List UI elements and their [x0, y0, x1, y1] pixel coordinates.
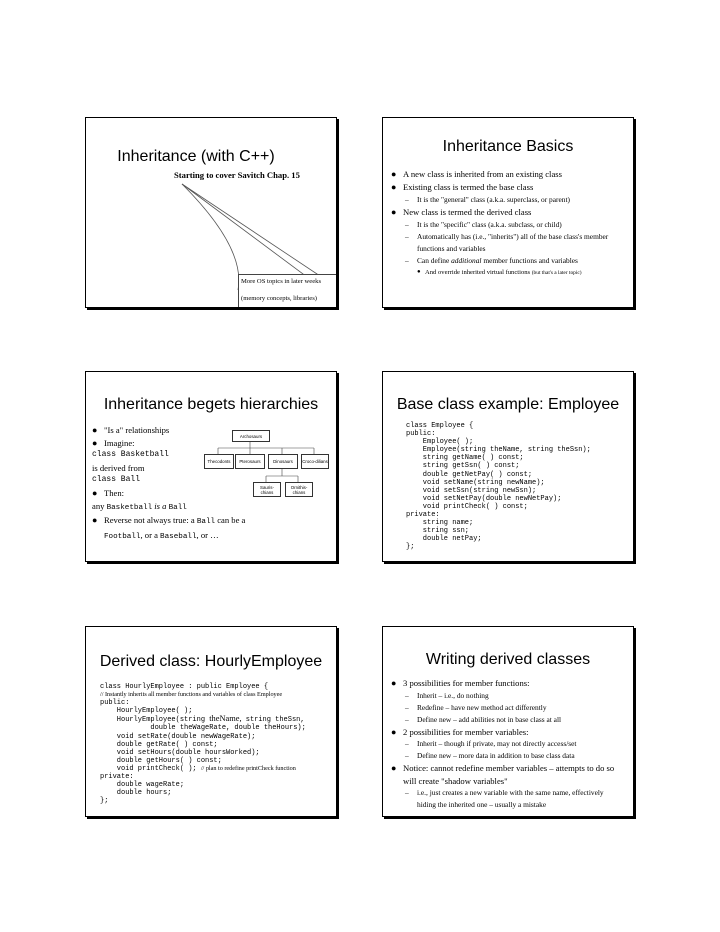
bullet-icon: ●: [92, 437, 98, 448]
slide-1: [85, 117, 337, 308]
node-mid: Dinosaurs: [268, 454, 298, 469]
bullet-icon: ●: [391, 678, 397, 688]
node-mid: Thecodonts: [204, 454, 234, 469]
bullet-icon: ●: [92, 425, 98, 435]
hierarchy-diagram: [202, 424, 332, 502]
slide-6-body: ● 3 possibilities for member functions: – Inherit – i.e., do nothing – Redefine – have new method act differently – Define new – add abilities not in base class at all ● 2 possibilities for member variables: – Inherit – though if private, may not directly access/set – Define new – more data in addition to base class data ● Notice: cannot redefine member variables – attempts to do so will create "shadow variables" – i.e., just creates a new variable with the same name, effectively hiding the inherited one – usually a mistake: [391, 678, 615, 810]
slide-3: [85, 371, 337, 562]
slide-2-body: ● A new class is inherited from an existing class ● Existing class is termed the base class – It is the "general" class (a.k.a. superclass, or parent) ● New class is termed the derived class – It is the "specific" class (a.k.a. subclass, or child) – Automatically has (i.e., "inherits") all of the base class's member functions and variables – Can define additional member functions and variables ● And override inherited virtual functions (but that's a later topic): [391, 169, 609, 276]
slide-4-title: Base class example: Employee: [396, 396, 620, 413]
bullet-icon: ●: [391, 763, 397, 774]
hourly-employee-code: class HourlyEmployee : public Employee { // Instantly inherits all member functions and variables of class Employee public: HourlyEmployee( ); HourlyEmployee(string theName, string theSsn, double theWageRate, double theHours); void setRate(double newWageRate); double getRate( ) const; void setHours(double hoursWorked); double getHours( ) const; void printCheck( ); // plan to redefine printCheck function private: double wageRate; double hours; };: [100, 683, 306, 806]
bullet-icon: ●: [92, 515, 98, 526]
bullet-icon: ●: [391, 182, 397, 192]
note-line-1: More OS topics in later weeks: [241, 278, 322, 285]
slide-1-title: Inheritance (with C++): [117, 148, 275, 165]
bullet-icon: ●: [391, 726, 397, 737]
slide-6: [382, 626, 634, 817]
bullet-icon: ●: [92, 487, 98, 498]
bullet-icon: ●: [417, 269, 421, 275]
slide-5-title: Derived class: HourlyEmployee: [99, 653, 323, 670]
note-line-2: (memory concepts, libraries): [241, 295, 317, 302]
node-mid: Croco-dilians: [301, 454, 329, 469]
slide-6-title: Writing derived classes: [425, 651, 591, 668]
node-leaf: Ornithis-chians: [285, 482, 313, 497]
slide-2: [382, 117, 634, 308]
node-leaf: Sauris-chians: [253, 482, 281, 497]
bullet-icon: ●: [391, 207, 397, 217]
slide-4: [382, 371, 634, 562]
slide-2-title: Inheritance Basics: [442, 138, 574, 155]
node-mid: Pterosaurs: [235, 454, 265, 469]
slide-3-body: ● "Is a" relationships ● Imagine: class Basketball is derived from class Ball ● Then: any Basketball is a Ball ● Reverse not always true: a Ball can be a Football, or a Baseball, or …: [92, 425, 246, 541]
note-box: [238, 274, 337, 308]
slide-5: [85, 626, 337, 817]
slide-1-subtitle: Starting to cover Savitch Chap. 15: [174, 170, 300, 180]
bullet-icon: ●: [391, 169, 397, 179]
node-root: Archosaurs: [232, 430, 270, 442]
employee-code: class Employee { public: Employee( ); Employee(string theName, string theSsn); string getName( ) const; string getSsn( ) const; double getNetPay( ) const; void setName(string newName); void setSsn(string newSsn); void setNetPay(double newNetPay); void printCheck( ) const; private: string name; string ssn; double netPay; };: [406, 422, 591, 552]
slide-3-title: Inheritance begets hierarchies: [103, 396, 319, 413]
